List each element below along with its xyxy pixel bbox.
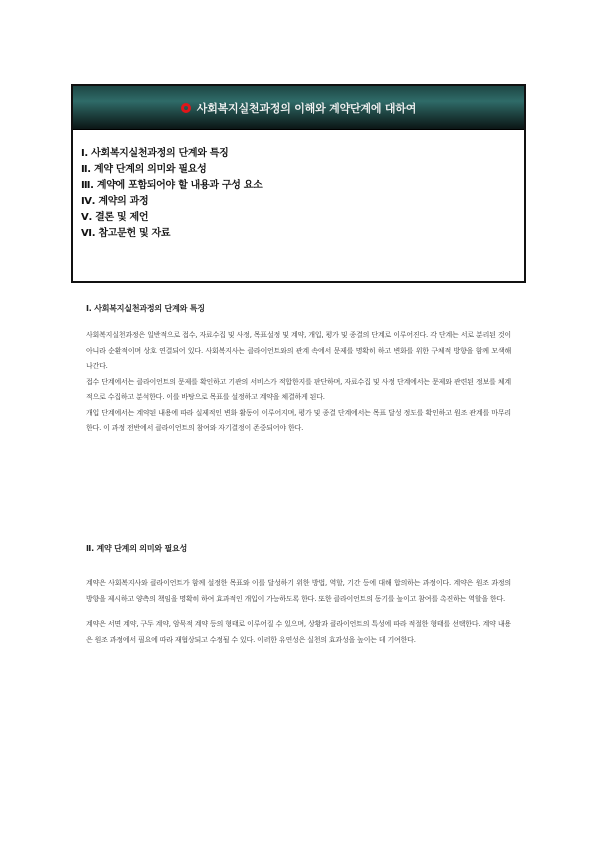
red-ring-bullet-icon [181, 103, 191, 113]
section-heading: Ⅰ. 사회복지실천과정의 단계와 특징 [86, 304, 205, 313]
section-body [86, 576, 511, 648]
paragraph: 계약은 서면 계약, 구두 계약, 암묵적 계약 등의 형태로 이루어질 수 있으며, 상황과 클라이언트의 특성에 따라 적절한 형태를 선택한다. 계약 내용은 원조 과정에서 필요에 따라 재협상되고 수정될 수 있다. 이러한 유연성은 실천의 효과성을 높이는 데 기여한다. [86, 620, 511, 644]
toc-item: Ⅲ. 계약에 포함되어야 할 내용과 구성 요소 [81, 180, 263, 191]
table-of-contents [73, 130, 524, 242]
section-1 [86, 303, 511, 437]
paragraph: 계약은 사회복지사와 클라이언트가 함께 설정한 목표와 이를 달성하기 위한 방법, 역할, 기간 등에 대해 합의하는 과정이다. 계약은 원조 과정의 방향을 제시하고 양측의 책임을 명확히 하여 효과적인 개입이 가능하도록 한다. 또한 클라이언트의 동기를 높이고 참여를 촉진하는 역할을 한다. [86, 579, 511, 603]
section-heading: Ⅱ. 계약 단계의 의미와 필요성 [86, 544, 188, 553]
toc-item: Ⅵ. 참고문헌 및 자료 [81, 228, 171, 239]
paragraph: 접수 단계에서는 클라이언트의 문제를 확인하고 기관의 서비스가 적합한지를 판단하며, 자료수집 및 사정 단계에서는 문제와 관련된 정보를 체계적으로 수집하고 분석한다. 이를 바탕으로 목표를 설정하고 계약을 체결하게 된다. [86, 377, 511, 401]
title-box [71, 84, 526, 283]
toc-item: Ⅳ. 계약의 과정 [81, 196, 149, 207]
toc-item: Ⅰ. 사회복지실천과정의 단계와 특징 [81, 148, 229, 159]
toc-item: Ⅴ. 결론 및 제언 [81, 212, 149, 223]
section-2 [86, 543, 511, 648]
document-title: 사회복지실천과정의 이해와 계약단계에 대하여 [196, 101, 417, 115]
toc-item: Ⅱ. 계약 단계의 의미와 필요성 [81, 164, 207, 175]
section-body [86, 328, 511, 437]
title-bar [73, 86, 524, 130]
paragraph: 사회복지실천과정은 일반적으로 접수, 자료수집 및 사정, 목표설정 및 계약, 개입, 평가 및 종결의 단계로 이루어진다. 각 단계는 서로 분리된 것이 아니라 순환적이며 상호 연결되어 있다. 사회복지사는 클라이언트와의 관계 속에서 문제를 명확히 하고 변화를 위한 구체적 방향을 함께 모색해 나간다. [86, 331, 511, 370]
paragraph: 개입 단계에서는 계약된 내용에 따라 실제적인 변화 활동이 이루어지며, 평가 및 종결 단계에서는 목표 달성 정도를 확인하고 원조 관계를 마무리한다. 이 과정 전반에서 클라이언트의 참여와 자기결정이 존중되어야 한다. [86, 408, 511, 432]
